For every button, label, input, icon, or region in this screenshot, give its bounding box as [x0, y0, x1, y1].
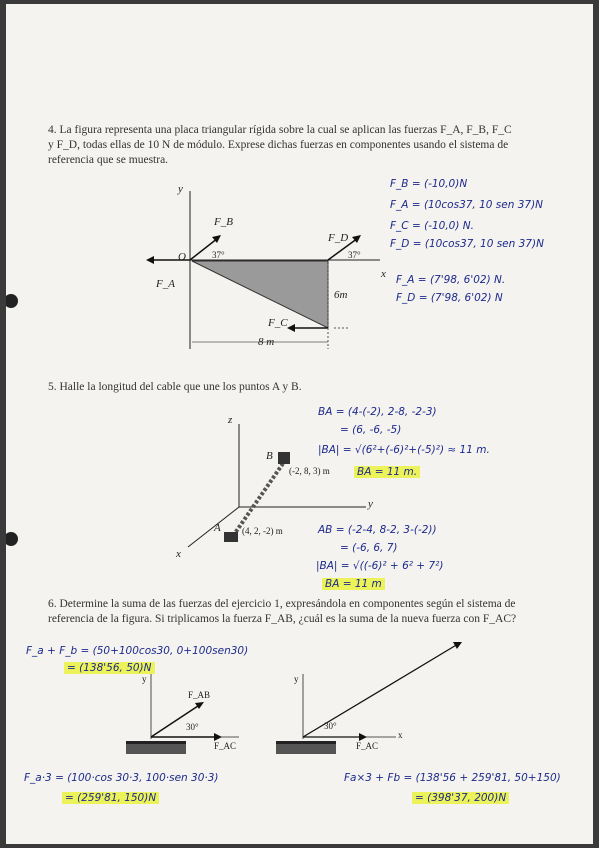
anchor-a [224, 532, 238, 542]
label-fb: F_B [214, 216, 233, 228]
label-x3: x [176, 548, 181, 560]
label-x6b: x [398, 730, 403, 740]
label-a: A [214, 522, 221, 534]
label-y3: y [368, 498, 373, 510]
hand-p6-line2: F_a·3 = (100·cos 30·3, 100·sen 30·3) [24, 772, 219, 784]
force-figure-right [276, 642, 462, 754]
label-z: z [228, 414, 233, 426]
hand-p5-line2: = (6, -6, -5) [340, 424, 402, 436]
label-y6b: y [294, 674, 299, 684]
label-origin: O [178, 251, 186, 263]
triangular-plate [192, 261, 328, 328]
plate-figure [146, 191, 380, 349]
anchor-b [278, 452, 290, 464]
hand-p5-result2: BA = 11 m [322, 578, 385, 590]
hand-p6-line3: Fa×3 + Fb = (138'56 + 259'81, 50+150) [344, 772, 561, 784]
hand-p6-result3: = (398'37, 200)N [412, 792, 509, 804]
hand-p4-line3: F_C = (-10,0) N. [390, 220, 474, 232]
force-fa-head [146, 256, 154, 264]
label-fd: F_D [328, 232, 349, 244]
problem-5-text: 5. Halle la longitud del cable que une los puntos A y B. [48, 381, 302, 393]
hand-p5-result1: BA = 11 m. [354, 466, 420, 478]
label-fc: F_C [268, 317, 288, 329]
cable [233, 462, 284, 536]
hand-p5-line3: |BA| = √(6²+(-6)²+(-5)²) ≈ 11 m. [318, 444, 490, 456]
label-angle-1: 37° [212, 250, 225, 260]
label-fac-a: F_AC [214, 741, 237, 751]
hand-p4-line2: F_A = (10cos37, 10 sen 37)N [390, 199, 544, 211]
hand-p6-line1: F_a + F_b = (50+100cos30, 0+100sen30) [26, 645, 249, 657]
hand-p4-line5: F_A = (7'98, 6'02) N. [396, 274, 506, 286]
label-y: y [178, 183, 183, 195]
label-6m: 6m [334, 289, 348, 301]
label-x: x [381, 268, 386, 280]
label-fab: F_AB [188, 690, 211, 700]
label-fa: F_A [156, 278, 175, 290]
hand-p5-line6: |BA| = √((-6)² + 6² + 7²) [316, 560, 444, 572]
hand-p4-line6: F_D = (7'98, 6'02) N [396, 292, 503, 304]
label-8m: 8 m [258, 336, 275, 348]
document-page [6, 4, 593, 844]
hand-p5-line5: = (-6, 6, 7) [340, 542, 398, 554]
hand-p6-result1: = (138'56, 50)N [64, 662, 155, 674]
problem-6-text: 6. Determine la suma de las fuerzas del ejercicio 1, expresándola en componentes según el sistema de referencia de la figura. Si triplicamos la fuerza F_AB, ¿cuál es la suma de la nueva fuerza con F_AC? [48, 598, 517, 625]
label-30a: 30° [186, 722, 199, 732]
label-angle-2: 37° [348, 250, 361, 260]
label-y6a: y [142, 674, 147, 684]
hand-p5-line1: BA = (4-(-2), 2-8, -2-3) [318, 406, 437, 418]
hand-p5-line4: AB = (-2-4, 8-2, 3-(-2)) [318, 524, 437, 536]
label-30b: 30° [324, 721, 337, 731]
label-fac-b: F_AC [356, 741, 379, 751]
hand-p6-result2: = (259'81, 150)N [62, 792, 159, 804]
label-b: B [266, 450, 273, 462]
coord-b: (-2, 8, 3) m [289, 466, 330, 476]
hand-p4-line4: F_D = (10cos37, 10 sen 37)N [390, 238, 544, 250]
coord-a: (4, 2, -2) m [242, 526, 283, 536]
problem-4-text: 4. La figura representa una placa triangular rígida sobre la cual se aplican las fuerzas F_A, F_B, F_C y F_D, todas ellas de 10 N de módulo. Exprese dichas fuerzas en componentes usando el sistema de referencia que se muestra. [48, 124, 512, 166]
hand-p4-line1: F_B = (-10,0)N [390, 178, 468, 190]
force-fc-head [287, 324, 295, 332]
